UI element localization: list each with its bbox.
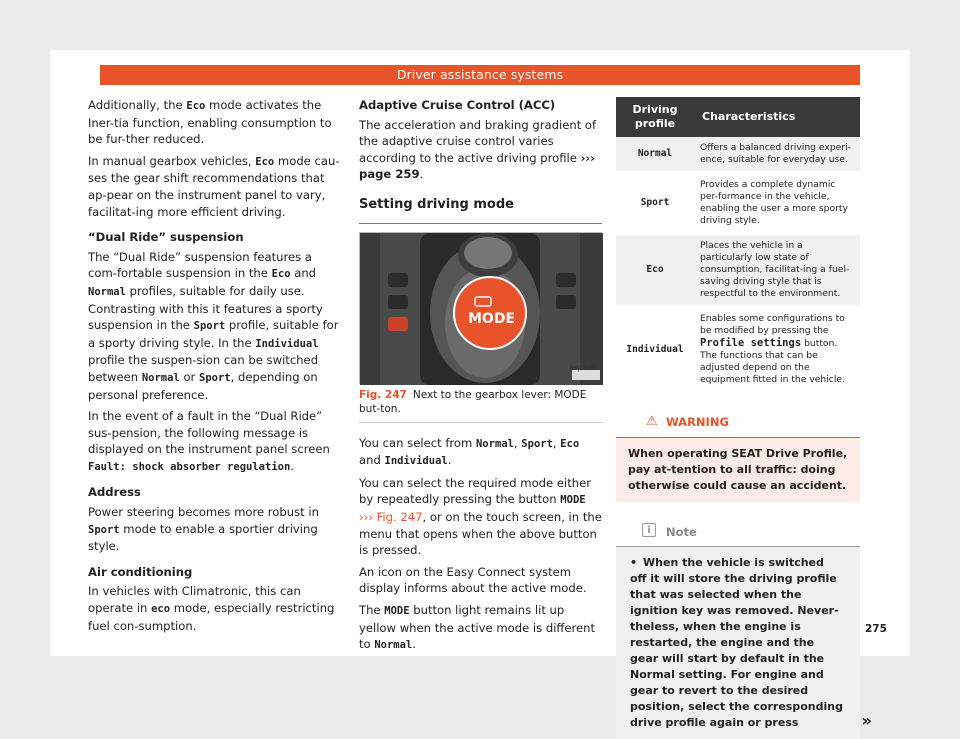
figure-gear-lever	[359, 232, 602, 384]
warning-body: When operating SEAT Drive Profile, pay at-tention to all traffic: doing otherwise could cause an accident.	[628, 446, 848, 492]
gear-lever-illustration	[360, 233, 603, 385]
profile-desc: Places the vehicle in a particularly low state of consumption, facilitat-ing a fuel-saving driving style that is respectful to the environment.	[694, 234, 860, 307]
warning-header	[616, 408, 860, 438]
paragraph-mode-light: The MODE button light remains lit up yellow when the active mode is different to Normal.	[359, 602, 596, 652]
profile-name: Individual	[616, 307, 694, 393]
paragraph-address: Power steering becomes more robust in Sport mode to enable a sportier driving style.	[88, 505, 319, 554]
note-header	[616, 518, 860, 548]
warning-box	[616, 408, 860, 502]
warning-triangle-icon: ⚠	[646, 414, 658, 429]
warning-title: WARNING	[666, 415, 729, 429]
section-title: Setting driving mode	[359, 197, 602, 224]
table-row	[616, 307, 860, 393]
table-row	[616, 137, 860, 173]
table-header-row	[616, 97, 860, 137]
paragraph-acc: The acceleration and braking gradient of the adaptive cruise control varies according to the active driving profile ››› page 259.	[359, 117, 597, 182]
column-right	[616, 97, 872, 739]
continue-arrow-icon: »	[861, 710, 872, 730]
profile-desc: Provides a complete dynamic per-formance in the vehicle, enabling the user a more sporty driving style.	[694, 173, 860, 234]
heading-address: Address	[88, 485, 141, 500]
paragraph-mode-button: You can select the required mode either by repeatedly pressing the button MODE ››› Fig. 247, or on the touch screen, in the menu that opens when the above button is pressed.	[359, 475, 602, 558]
note-title: Note	[666, 524, 697, 539]
heading-dual-ride: “Dual Ride” suspension	[88, 230, 244, 245]
figure-caption: Fig. 247 Next to the gearbox lever: MODE but-ton.	[359, 388, 602, 423]
column-left	[88, 97, 343, 639]
note-body: • When the vehicle is switched off it will store the driving profile that was selected when the ignition key was removed. Never-theless, when the engine is restarted, the engine and the gear will start by default in the Normal setting. For engine and gear to revert to the desired position, select the corresponding drive profile again or press	[630, 556, 843, 730]
page-header: Driver assistance systems	[100, 65, 860, 85]
paragraph-eco-inertia: Additionally, the Eco mode activates the Iner-tia function, enabling consumption to be fur-ther reduced.	[88, 98, 332, 147]
paragraph-dual-ride: The “Dual Ride” suspension features a com-fortable suspension in the Eco and Normal profiles, suitable for daily use. Contrasting with this it features a sporty suspension in the Sport profile, suitable for a sporty driving style. In the Individual profile the suspen-sion can be switched between Normal or Sport, depending on personal preference.	[88, 249, 339, 402]
table-row	[616, 173, 860, 234]
page-link[interactable]: ››› page 259	[359, 150, 595, 182]
paragraph-air-conditioning: In vehicles with Climatronic, this can operate in eco mode, especially restricting fuel con-sumption.	[88, 584, 335, 633]
paragraph-easy-connect: An icon on the Easy Connect system display informs about the active mode.	[359, 564, 587, 596]
mode-button-label: MODE	[468, 310, 516, 327]
profile-desc: Offers a balanced driving experi-ence, suitable for everyday use.	[694, 137, 860, 173]
figure-code: BKJ-0187	[569, 364, 597, 372]
heading-air-conditioning: Air conditioning	[88, 564, 193, 579]
figure-link[interactable]: ››› Fig. 247	[359, 509, 423, 524]
heading-acc: Adaptive Cruise Control (ACC)	[359, 98, 556, 112]
profile-name: Normal	[616, 137, 694, 173]
paragraph-select-modes: You can select from Normal, Sport, Eco and Individual.	[359, 435, 580, 468]
paragraph-dual-ride-fault: In the event of a fault in the “Dual Ride” sus-pension, the following message is displayed on the instrument panel screen Fault: shock absorber regulation.	[88, 409, 330, 473]
manual-page	[50, 50, 910, 730]
note-box	[616, 518, 872, 739]
info-icon: i	[642, 523, 656, 537]
column-middle	[359, 97, 602, 659]
table-header-characteristics: Characteristics	[694, 97, 860, 137]
profile-desc: Enables some configurations to be modified by pressing the Profile settings button. The functions that can be adjusted depend on the equipment fitted in the vehicle.	[694, 307, 860, 393]
profile-name: Eco	[616, 234, 694, 307]
page-number: 275	[865, 623, 887, 635]
paragraph-manual-gearbox: In manual gearbox vehicles, Eco mode cau-ses the gear shift recommendations that ap-pear on the instrument panel to vary, facilitat-ing more efficient driving.	[88, 153, 340, 219]
table-header-profile: Driving profile	[616, 97, 694, 137]
driving-profile-table	[616, 97, 860, 394]
table-row	[616, 234, 860, 307]
profile-name: Sport	[616, 173, 694, 234]
